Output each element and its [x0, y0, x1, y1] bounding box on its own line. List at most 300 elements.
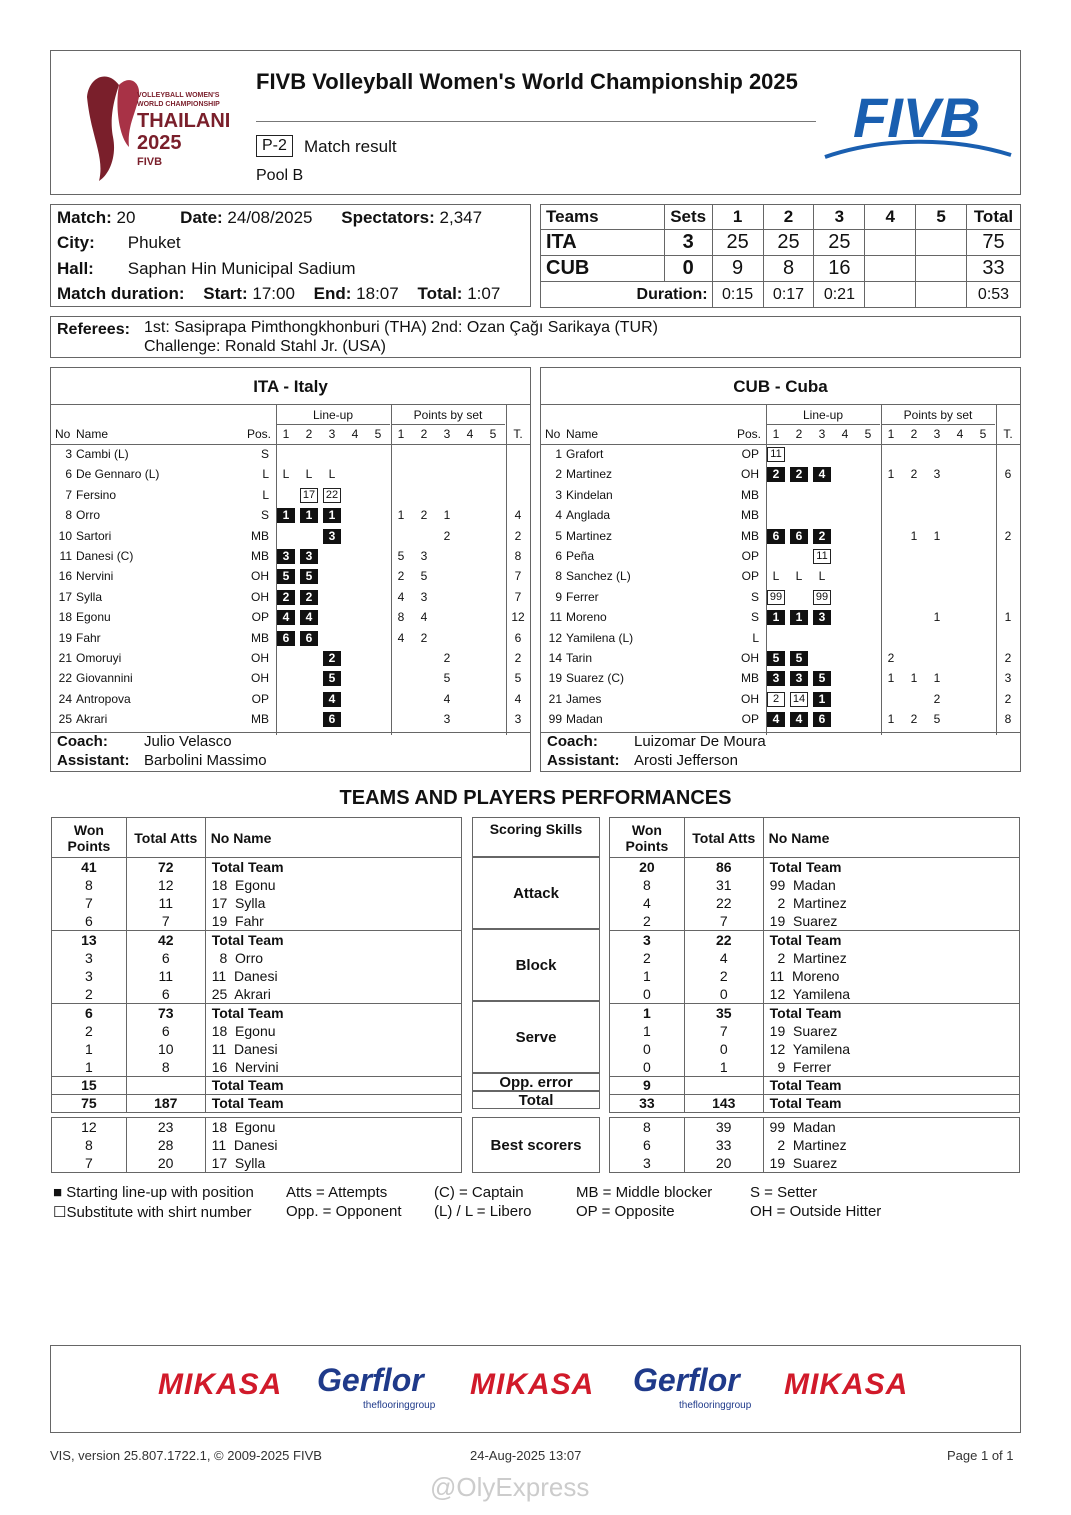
player-name: Omoruyi	[76, 651, 122, 665]
player-line: 9 Ferrer	[769, 1059, 832, 1075]
total-cell: 75	[52, 1095, 127, 1113]
starting-position-badge: 4	[323, 692, 341, 707]
player-line: 0	[643, 986, 651, 1002]
score-sets-ita: 3	[664, 230, 712, 256]
substitute-badge: 22	[323, 488, 341, 503]
player-cell	[763, 931, 1019, 1004]
player-line: 12 Yamilena	[769, 986, 851, 1002]
score-cell: 25	[712, 230, 763, 256]
team-total-line: Total Team	[769, 932, 842, 948]
col-lineup-set: 4	[351, 427, 359, 441]
starting-position-badge: 5	[300, 569, 318, 584]
player-name: Sylla	[76, 589, 103, 604]
best-scorer-cell	[52, 1118, 127, 1173]
best-scorer-cell	[684, 1118, 763, 1173]
opp-cell	[126, 1077, 205, 1095]
player-line: 7	[719, 913, 728, 929]
substitute-badge: 11	[813, 549, 831, 564]
player-name: Nervini	[76, 569, 114, 584]
col-points-set: 5	[979, 427, 987, 441]
score-header-set1: 1	[712, 205, 763, 230]
set-points: 5	[397, 549, 405, 563]
team-total-line: 42	[157, 932, 174, 948]
libero-mark: L	[305, 467, 313, 482]
col-lineup-set: 5	[374, 427, 382, 441]
won-points-cell	[52, 931, 127, 1004]
set-points: 1	[933, 671, 941, 686]
hall-label: Hall:	[57, 259, 94, 278]
player-line: 1	[85, 1041, 93, 1057]
substitute-badge: 2	[767, 692, 785, 707]
set-points: 1	[887, 712, 895, 727]
legend-item: ☐Substitute with shirt number	[53, 1204, 252, 1221]
player-name: Kindelan	[566, 487, 613, 502]
best-scorer-line: 6	[642, 1137, 651, 1153]
player-position: L	[262, 467, 269, 482]
score-header-set2: 2	[763, 205, 814, 230]
best-scorer-line: 99 Madan	[769, 1119, 836, 1135]
col-points-set: 3	[443, 427, 451, 441]
player-line: 12 Yamilena	[769, 1041, 851, 1057]
attempts-cell	[126, 858, 205, 931]
best-scorer-line: 17 Sylla	[211, 1155, 266, 1171]
player-name: Suarez (C)	[566, 671, 625, 686]
roster-title: CUB - Cuba	[541, 368, 1020, 405]
opp-cell: Total Team	[205, 1077, 461, 1095]
team-total-line: 72	[157, 859, 174, 875]
col-points-set: 1	[887, 427, 895, 441]
best-scorers-table	[609, 1117, 1020, 1173]
legend-item: Atts = Attempts	[286, 1184, 388, 1201]
header-rule	[51, 444, 530, 445]
player-line: 2	[643, 950, 651, 966]
col-points-set: 5	[489, 427, 497, 441]
player-cell	[205, 931, 461, 1004]
watermark: @OlyExpress	[430, 1472, 590, 1502]
gerflor-tagline: theflooringgroup	[679, 1400, 752, 1411]
col-lineup-set: 2	[795, 427, 803, 441]
player-position: OH	[741, 651, 759, 665]
gerflor-tagline: theflooringgroup	[363, 1400, 436, 1411]
player-line: 22	[715, 895, 732, 911]
player-number: 18	[58, 610, 72, 625]
total-points: 4	[514, 508, 522, 523]
best-scorer-line: 7	[85, 1155, 93, 1171]
referees-line1: 1st: Sasiprapa Pimthongkhonburi (THA) 2nd: Ozan Çağı Sarikaya (TUR)	[144, 319, 658, 336]
svg-text:FIVB: FIVB	[853, 86, 981, 149]
player-name: Moreno	[566, 610, 607, 625]
libero-mark: L	[772, 569, 780, 584]
player-line: 6	[161, 1023, 170, 1039]
coach-line	[547, 733, 766, 750]
match-label: Match:	[57, 208, 112, 227]
championship-logo	[79, 67, 229, 185]
won-points-cell	[610, 931, 685, 1004]
legend-item: OP = Opposite	[576, 1203, 675, 1220]
duration-cell: 0:15	[712, 282, 763, 308]
player-name: Martinez	[566, 467, 613, 482]
player-position: OH	[251, 651, 269, 665]
coach-line	[57, 733, 232, 750]
performance-table	[51, 817, 462, 1113]
attempts-cell	[684, 931, 763, 1004]
city-value: Phuket	[127, 233, 181, 252]
set-points: 5	[420, 569, 428, 584]
page-title: FIVB Volleyball Women's World Championship 2025	[256, 69, 798, 94]
starting-position-badge: 3	[277, 549, 295, 564]
skill-opp-error: Opp. error	[472, 1073, 600, 1091]
total-points: 3	[514, 712, 522, 727]
set-points: 1	[887, 671, 895, 686]
team-total-line: 13	[81, 932, 97, 948]
legend-item: (C) = Captain	[434, 1184, 524, 1201]
spectators-label: Spectators:	[341, 208, 435, 227]
opp-cell: 15	[52, 1077, 127, 1095]
sponsors-banner	[50, 1345, 1021, 1433]
player-name: Cambi (L)	[76, 447, 129, 461]
best-scorer-line: 3	[642, 1155, 651, 1171]
player-position: OP	[741, 712, 759, 727]
player-number: 3	[65, 447, 72, 461]
col-pos: Pos.	[737, 427, 762, 441]
player-position: OH	[741, 467, 759, 482]
set-points: 3	[420, 589, 428, 604]
roster-cub	[540, 367, 1021, 772]
player-line: 8	[161, 1059, 170, 1075]
player-line: 6	[161, 986, 170, 1002]
total-points: 2	[514, 528, 522, 543]
player-cell	[763, 1004, 1019, 1077]
set-points: 1	[933, 610, 941, 625]
referees-section	[50, 316, 1021, 358]
player-line: 16 Nervini	[211, 1059, 279, 1075]
name-header: No Name	[763, 818, 1019, 858]
player-position: OH	[741, 691, 759, 706]
footer-page: Page 1 of 1	[947, 1448, 1014, 1463]
legend-item: ■ Starting line-up with position	[53, 1184, 254, 1201]
starting-position-badge: 4	[767, 712, 785, 727]
player-position: MB	[251, 549, 269, 563]
starting-position-badge: 3	[300, 549, 318, 564]
best-scorer-cell	[763, 1118, 1019, 1173]
set-points: 1	[933, 528, 941, 543]
score-cell: 25	[763, 230, 814, 256]
set-points: 4	[420, 610, 428, 625]
player-line: 4	[643, 895, 651, 911]
player-cell	[205, 1004, 461, 1077]
assistant-line	[547, 752, 738, 769]
player-line: 4	[719, 950, 728, 966]
assistant-line	[57, 752, 267, 769]
team-total-line: Total Team	[211, 1005, 284, 1021]
set-points: 2	[910, 467, 918, 482]
score-header-set3: 3	[814, 205, 865, 230]
player-number: 11	[59, 549, 72, 563]
player-number: 24	[58, 691, 72, 706]
col-total: T.	[1003, 427, 1013, 441]
player-line: 11 Danesi	[211, 968, 278, 984]
starting-position-badge: 4	[790, 712, 808, 727]
score-cell	[865, 256, 916, 282]
duration-cell: 0:17	[763, 282, 814, 308]
score-cell: 8	[763, 256, 814, 282]
player-number: 5	[555, 528, 562, 543]
player-line: 2	[719, 968, 728, 984]
player-number: 7	[65, 487, 72, 502]
hall-value: Saphan Hin Municipal Sadium	[127, 259, 356, 278]
starting-position-badge: 1	[813, 692, 831, 707]
col-lineup-set: 3	[818, 427, 826, 441]
col-points-set: 2	[420, 427, 428, 441]
won-points-header: Won Points	[52, 818, 127, 858]
player-line: 6	[161, 950, 170, 966]
document-type: Match result	[304, 137, 397, 156]
col-lineup-set: 5	[864, 427, 872, 441]
team-total-line: Total Team	[211, 932, 284, 948]
total-points: 5	[514, 671, 522, 686]
gerflor-logo: Gerflor	[633, 1362, 740, 1398]
player-number: 19	[548, 671, 562, 686]
player-position: MB	[251, 630, 269, 645]
starting-position-badge: 5	[790, 651, 808, 666]
score-cell	[865, 230, 916, 256]
player-name: Danesi (C)	[76, 549, 134, 563]
starting-position-badge: 3	[813, 610, 831, 625]
score-team-cub: CUB	[541, 256, 665, 282]
legend-item: OH = Outside Hitter	[750, 1203, 882, 1220]
starting-position-badge: 2	[767, 467, 785, 482]
score-cell	[916, 256, 967, 282]
score-header-sets: Sets	[664, 205, 712, 230]
player-name: Orro	[76, 508, 100, 523]
player-number: 8	[65, 508, 72, 523]
player-line: 8	[643, 877, 651, 893]
report-header	[50, 50, 1021, 195]
performances-title: TEAMS AND PLAYERS PERFORMANCES	[339, 787, 732, 809]
opp-cell: Total Team	[763, 1077, 1019, 1095]
starting-position-badge: 6	[277, 631, 295, 646]
player-position: OP	[741, 549, 759, 563]
coach-label: Coach:	[57, 733, 108, 750]
best-scorer-line: 28	[157, 1137, 174, 1153]
match-info	[50, 204, 531, 307]
player-number: 17	[58, 589, 72, 604]
total-cell: 143	[684, 1095, 763, 1113]
set-points: 2	[910, 712, 918, 727]
starting-position-badge: 6	[790, 529, 808, 544]
best-scorer-line: 23	[157, 1119, 174, 1135]
player-position: MB	[741, 671, 759, 686]
player-number: 22	[58, 671, 72, 686]
best-scorer-line: 33	[715, 1137, 732, 1153]
team-total-line: 6	[85, 1005, 93, 1021]
team-total-line: 22	[715, 932, 732, 948]
total-points: 7	[514, 569, 522, 584]
player-number: 16	[58, 569, 72, 584]
player-name: Egonu	[76, 610, 111, 625]
substitute-badge: 11	[767, 447, 785, 462]
player-number: 25	[58, 712, 72, 727]
total-points: 2	[1004, 528, 1012, 543]
player-line: 1	[643, 1023, 651, 1039]
player-name: Anglada	[566, 508, 611, 523]
col-lineup-set: 2	[305, 427, 313, 441]
player-name: Fersino	[76, 487, 117, 502]
starting-position-badge: 6	[767, 529, 785, 544]
player-line: 99 Madan	[769, 877, 836, 893]
player-number: 1	[555, 447, 562, 461]
player-line: 2	[85, 1023, 93, 1039]
player-position: L	[752, 630, 759, 645]
total-points: 8	[1004, 712, 1012, 727]
total-points: 2	[514, 651, 522, 665]
player-number: 6	[555, 549, 562, 563]
col-points-set: 2	[910, 427, 918, 441]
skill-block: Block	[472, 929, 600, 1001]
player-position: OP	[251, 610, 269, 625]
set-points: 2	[887, 651, 895, 665]
team-total-line: 73	[157, 1005, 174, 1021]
player-position: OP	[251, 691, 269, 706]
spectators-count: 2,347	[439, 208, 483, 227]
legend-item: (L) / L = Libero	[434, 1203, 532, 1220]
col-points-set: 4	[956, 427, 964, 441]
city-label: City:	[57, 233, 95, 252]
player-line: 0	[719, 986, 728, 1002]
col-lineup-set: 1	[282, 427, 290, 441]
col-points-set: 3	[933, 427, 941, 441]
player-name: Madan	[566, 712, 603, 727]
player-line: 0	[719, 1041, 728, 1057]
player-name: De Gennaro (L)	[76, 467, 160, 482]
best-scorer-line: 20	[157, 1155, 174, 1171]
points-header: Points by set	[881, 405, 995, 425]
col-lineup-set: 4	[841, 427, 849, 441]
gerflor-logo: Gerflor	[317, 1362, 424, 1398]
score-table	[540, 204, 1021, 307]
skill-attack: Attack	[472, 857, 600, 929]
libero-mark: L	[795, 569, 803, 584]
total-points: 3	[1004, 671, 1012, 686]
player-line: 3	[85, 968, 93, 984]
fivb-logo	[823, 81, 1013, 163]
player-line: 3	[85, 950, 93, 966]
starting-position-badge: 2	[277, 590, 295, 605]
player-name: Akrari	[76, 712, 108, 727]
player-line: 17 Sylla	[211, 895, 266, 911]
set-points: 3	[420, 549, 428, 563]
score-header-set5: 5	[916, 205, 967, 230]
total-cell: Total Team	[763, 1095, 1019, 1113]
starting-position-badge: 5	[813, 671, 831, 686]
player-position: MB	[251, 528, 269, 543]
total-points: 12	[511, 610, 525, 625]
player-name: Martinez	[566, 528, 613, 543]
starting-position-badge: 1	[323, 508, 341, 523]
total-label: Total:	[417, 284, 463, 303]
player-line: 10	[157, 1041, 174, 1057]
assistant-name: Arosti Jefferson	[634, 752, 738, 769]
assistant-name: Barbolini Massimo	[144, 752, 267, 769]
best-scorer-cell	[126, 1118, 205, 1173]
player-number: 12	[548, 630, 562, 645]
player-line: 0	[643, 1041, 651, 1057]
svg-text:THAILAND: THAILAND	[137, 110, 229, 132]
score-header-total: Total	[966, 205, 1020, 230]
total-points: 1	[1004, 610, 1012, 625]
total-cell: 33	[610, 1095, 685, 1113]
starting-position-badge: 5	[323, 671, 341, 686]
skill-total: Total	[472, 1091, 600, 1109]
roster-title: ITA - Italy	[51, 368, 530, 405]
set-points: 1	[443, 508, 451, 523]
player-name: Sartori	[76, 528, 112, 543]
best-scorer-line: 8	[642, 1119, 651, 1135]
substitute-badge: 14	[790, 692, 808, 707]
substitute-badge: 99	[767, 590, 785, 605]
legend-item: S = Setter	[750, 1184, 818, 1201]
player-line: 1	[85, 1059, 93, 1075]
footer-timestamp: 24-Aug-2025 13:07	[470, 1448, 582, 1463]
coach-label: Coach:	[547, 733, 598, 750]
player-line: 2 Martinez	[769, 950, 847, 966]
attempts-cell	[684, 1004, 763, 1077]
referees-line2: Challenge: Ronald Stahl Jr. (USA)	[144, 338, 386, 355]
player-line: 11 Moreno	[769, 968, 840, 984]
libero-mark: L	[328, 467, 336, 482]
document-code: P-2	[256, 135, 293, 157]
set-points: 1	[397, 508, 405, 523]
substitute-badge: 17	[300, 488, 318, 503]
start-time: 17:00	[252, 284, 295, 303]
set-points: 2	[933, 691, 941, 706]
player-line: 11	[158, 895, 174, 911]
score-header-set4: 4	[865, 205, 916, 230]
total-cell: 187	[126, 1095, 205, 1113]
starting-position-badge: 1	[767, 610, 785, 625]
score-total-ita: 75	[966, 230, 1020, 256]
duration-cell: 0:21	[814, 282, 865, 308]
player-line: 25 Akrari	[211, 986, 271, 1002]
player-name: Peña	[566, 549, 595, 563]
score-sets-cub: 0	[664, 256, 712, 282]
col-total: T.	[513, 427, 523, 441]
starting-position-badge: 4	[300, 610, 318, 625]
svg-text:WORLD CHAMPIONSHIP: WORLD CHAMPIONSHIP	[137, 101, 220, 108]
player-line: 8	[85, 877, 93, 893]
best-scorers-table	[51, 1117, 462, 1173]
end-time: 18:07	[356, 284, 399, 303]
player-line: 2 Martinez	[769, 895, 847, 911]
player-position: MB	[741, 487, 759, 502]
starting-position-badge: 4	[277, 610, 295, 625]
starting-position-badge: 6	[323, 712, 341, 727]
set-points: 2	[397, 569, 405, 584]
col-no: No	[545, 427, 561, 441]
mikasa-logo: MIKASA	[158, 1368, 283, 1401]
starting-position-badge: 2	[813, 529, 831, 544]
player-name: Tarin	[566, 651, 593, 665]
lineup-header: Line-up	[766, 405, 880, 425]
starting-position-badge: 5	[767, 651, 785, 666]
best-scorer-line: 11 Danesi	[211, 1137, 278, 1153]
player-number: 3	[555, 487, 562, 502]
player-line: 7	[161, 913, 170, 929]
team-total-line: Total Team	[769, 1005, 842, 1021]
player-number: 19	[58, 630, 72, 645]
title-divider	[256, 121, 816, 122]
attempts-cell	[126, 931, 205, 1004]
